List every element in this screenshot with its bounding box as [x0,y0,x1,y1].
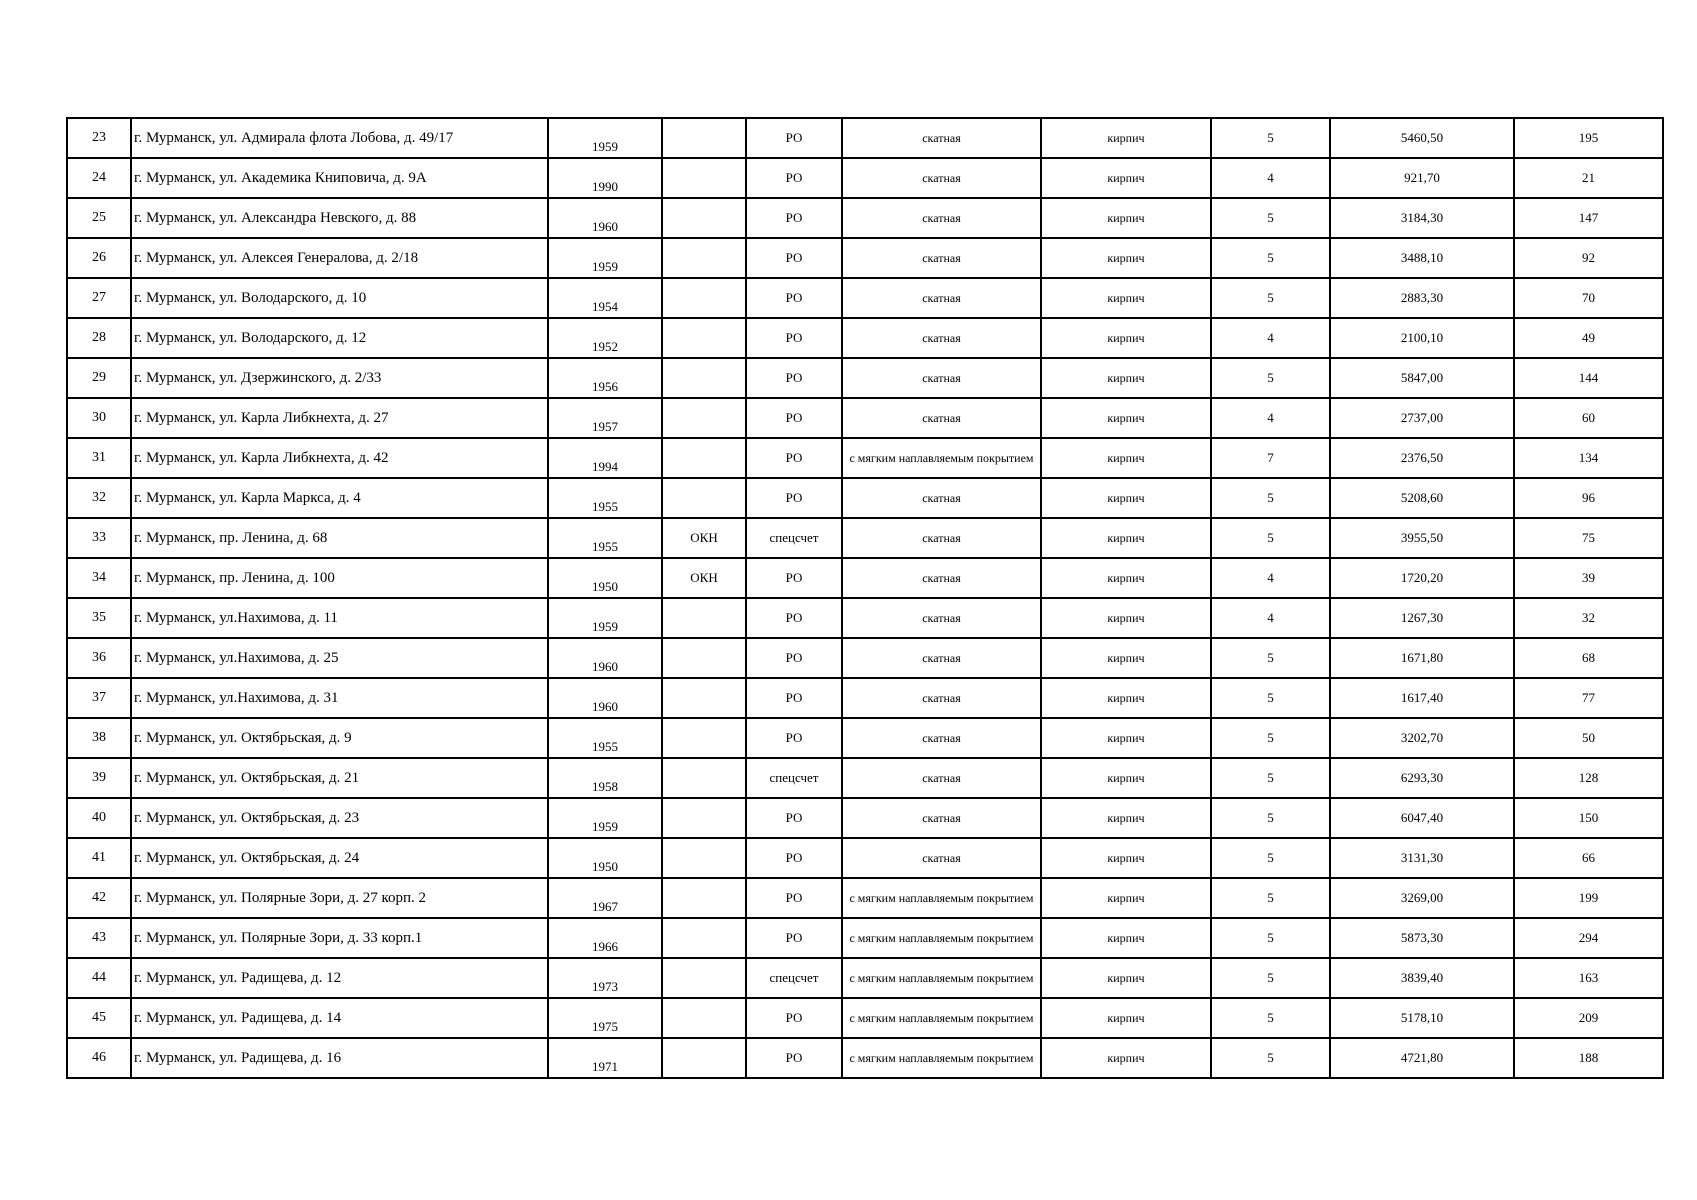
heritage-status-cell [662,278,746,318]
heritage-status-cell [662,598,746,638]
area-cell: 5178,10 [1330,998,1514,1038]
wall-material-cell: кирпич [1041,718,1211,758]
fund-method-cell: РО [746,798,842,838]
table-row [67,278,1663,318]
heritage-status-cell [662,638,746,678]
address-cell: г. Мурманск, ул. Адмирала флота Лобова, д. 49/17 [131,118,548,158]
residents-cell: 66 [1514,838,1663,878]
area-cell: 3202,70 [1330,718,1514,758]
wall-material-cell: кирпич [1041,318,1211,358]
residents-cell: 70 [1514,278,1663,318]
year-built-cell: 1975 [548,998,662,1038]
floors-cell: 5 [1211,878,1330,918]
address-cell: г. Мурманск, ул. Карла Либкнехта, д. 27 [131,398,548,438]
table-row [67,598,1663,638]
fund-method-cell: РО [746,718,842,758]
address-cell: г. Мурманск, ул. Радищева, д. 16 [131,1038,548,1078]
table-row [67,158,1663,198]
heritage-status-cell [662,718,746,758]
address-cell: г. Мурманск, ул. Дзержинского, д. 2/33 [131,358,548,398]
table-row [67,438,1663,478]
row-number-cell: 24 [67,158,131,198]
row-number-cell: 45 [67,998,131,1038]
roof-type-cell: с мягким наплавляемым покрытием [842,878,1041,918]
roof-type-cell: с мягким наплавляемым покрытием [842,958,1041,998]
fund-method-cell: РО [746,838,842,878]
area-cell: 2376,50 [1330,438,1514,478]
heritage-status-cell [662,958,746,998]
year-built-cell: 1950 [548,558,662,598]
table-row [67,558,1663,598]
year-built-cell: 1971 [548,1038,662,1078]
floors-cell: 5 [1211,1038,1330,1078]
residents-cell: 96 [1514,478,1663,518]
fund-method-cell: РО [746,478,842,518]
row-number-cell: 28 [67,318,131,358]
row-number-cell: 38 [67,718,131,758]
table-row [67,918,1663,958]
floors-cell: 5 [1211,118,1330,158]
address-cell: г. Мурманск, ул. Октябрьская, д. 21 [131,758,548,798]
address-cell: г. Мурманск, ул.Нахимова, д. 25 [131,638,548,678]
heritage-status-cell [662,158,746,198]
wall-material-cell: кирпич [1041,478,1211,518]
table-row [67,518,1663,558]
table-row [67,958,1663,998]
heritage-status-cell: ОКН [662,518,746,558]
address-cell: г. Мурманск, ул. Октябрьская, д. 23 [131,798,548,838]
residents-cell: 21 [1514,158,1663,198]
heritage-status-cell [662,398,746,438]
row-number-cell: 39 [67,758,131,798]
floors-cell: 5 [1211,998,1330,1038]
table-row [67,478,1663,518]
heritage-status-cell [662,318,746,358]
wall-material-cell: кирпич [1041,918,1211,958]
table-row [67,238,1663,278]
residents-cell: 77 [1514,678,1663,718]
fund-method-cell: РО [746,278,842,318]
table-row [67,798,1663,838]
residents-cell: 147 [1514,198,1663,238]
roof-type-cell: скатная [842,718,1041,758]
roof-type-cell: скатная [842,318,1041,358]
area-cell: 6047,40 [1330,798,1514,838]
table-row [67,878,1663,918]
heritage-status-cell [662,118,746,158]
roof-type-cell: скатная [842,638,1041,678]
fund-method-cell: РО [746,198,842,238]
fund-method-cell: РО [746,1038,842,1078]
address-cell: г. Мурманск, ул. Радищева, д. 14 [131,998,548,1038]
fund-method-cell: РО [746,598,842,638]
table-row [67,838,1663,878]
heritage-status-cell [662,1038,746,1078]
heritage-status-cell [662,358,746,398]
row-number-cell: 29 [67,358,131,398]
roof-type-cell: с мягким наплавляемым покрытием [842,998,1041,1038]
roof-type-cell: скатная [842,398,1041,438]
area-cell: 3488,10 [1330,238,1514,278]
address-cell: г. Мурманск, пр. Ленина, д. 68 [131,518,548,558]
wall-material-cell: кирпич [1041,678,1211,718]
address-cell: г. Мурманск, ул.Нахимова, д. 31 [131,678,548,718]
wall-material-cell: кирпич [1041,798,1211,838]
area-cell: 1267,30 [1330,598,1514,638]
row-number-cell: 43 [67,918,131,958]
area-cell: 3184,30 [1330,198,1514,238]
area-cell: 2100,10 [1330,318,1514,358]
floors-cell: 5 [1211,758,1330,798]
area-cell: 3269,00 [1330,878,1514,918]
wall-material-cell: кирпич [1041,158,1211,198]
floors-cell: 5 [1211,278,1330,318]
wall-material-cell: кирпич [1041,518,1211,558]
wall-material-cell: кирпич [1041,998,1211,1038]
heritage-status-cell [662,678,746,718]
floors-cell: 5 [1211,478,1330,518]
residents-cell: 60 [1514,398,1663,438]
heritage-status-cell [662,838,746,878]
residents-cell: 68 [1514,638,1663,678]
year-built-cell: 1952 [548,318,662,358]
area-cell: 4721,80 [1330,1038,1514,1078]
floors-cell: 4 [1211,558,1330,598]
wall-material-cell: кирпич [1041,878,1211,918]
fund-method-cell: РО [746,118,842,158]
address-cell: г. Мурманск, ул. Академика Книповича, д. 9А [131,158,548,198]
table-row [67,1038,1663,1078]
area-cell: 1671,80 [1330,638,1514,678]
address-cell: г. Мурманск, ул. Алексея Генералова, д. 2/18 [131,238,548,278]
roof-type-cell: скатная [842,518,1041,558]
year-built-cell: 1954 [548,278,662,318]
year-built-cell: 1957 [548,398,662,438]
year-built-cell: 1959 [548,118,662,158]
heritage-status-cell [662,238,746,278]
floors-cell: 5 [1211,238,1330,278]
roof-type-cell: скатная [842,478,1041,518]
year-built-cell: 1959 [548,598,662,638]
year-built-cell: 1990 [548,158,662,198]
wall-material-cell: кирпич [1041,198,1211,238]
wall-material-cell: кирпич [1041,838,1211,878]
area-cell: 1617,40 [1330,678,1514,718]
area-cell: 921,70 [1330,158,1514,198]
roof-type-cell: с мягким наплавляемым покрытием [842,1038,1041,1078]
roof-type-cell: скатная [842,238,1041,278]
area-cell: 5873,30 [1330,918,1514,958]
residents-cell: 49 [1514,318,1663,358]
row-number-cell: 26 [67,238,131,278]
roof-type-cell: с мягким наплавляемым покрытием [842,438,1041,478]
fund-method-cell: спецсчет [746,518,842,558]
area-cell: 1720,20 [1330,558,1514,598]
roof-type-cell: скатная [842,198,1041,238]
roof-type-cell: с мягким наплавляемым покрытием [842,918,1041,958]
row-number-cell: 42 [67,878,131,918]
roof-type-cell: скатная [842,558,1041,598]
year-built-cell: 1955 [548,478,662,518]
heritage-status-cell [662,918,746,958]
address-cell: г. Мурманск, ул. Полярные Зори, д. 33 корп.1 [131,918,548,958]
residents-cell: 128 [1514,758,1663,798]
fund-method-cell: РО [746,918,842,958]
address-cell: г. Мурманск, ул. Октябрьская, д. 9 [131,718,548,758]
wall-material-cell: кирпич [1041,358,1211,398]
table-row [67,638,1663,678]
area-cell: 3839,40 [1330,958,1514,998]
row-number-cell: 46 [67,1038,131,1078]
year-built-cell: 1960 [548,198,662,238]
fund-method-cell: РО [746,318,842,358]
fund-method-cell: РО [746,358,842,398]
floors-cell: 5 [1211,718,1330,758]
area-cell: 5208,60 [1330,478,1514,518]
row-number-cell: 32 [67,478,131,518]
year-built-cell: 1966 [548,918,662,958]
floors-cell: 5 [1211,678,1330,718]
year-built-cell: 1973 [548,958,662,998]
wall-material-cell: кирпич [1041,118,1211,158]
houses-table [66,117,1664,1079]
fund-method-cell: РО [746,638,842,678]
fund-method-cell: РО [746,438,842,478]
table-row [67,998,1663,1038]
fund-method-cell: РО [746,678,842,718]
year-built-cell: 1960 [548,638,662,678]
fund-method-cell: РО [746,558,842,598]
year-built-cell: 1994 [548,438,662,478]
row-number-cell: 33 [67,518,131,558]
heritage-status-cell [662,878,746,918]
wall-material-cell: кирпич [1041,958,1211,998]
floors-cell: 5 [1211,198,1330,238]
floors-cell: 5 [1211,638,1330,678]
year-built-cell: 1959 [548,798,662,838]
year-built-cell: 1956 [548,358,662,398]
floors-cell: 5 [1211,918,1330,958]
wall-material-cell: кирпич [1041,598,1211,638]
residents-cell: 195 [1514,118,1663,158]
residents-cell: 163 [1514,958,1663,998]
row-number-cell: 23 [67,118,131,158]
wall-material-cell: кирпич [1041,438,1211,478]
year-built-cell: 1959 [548,238,662,278]
row-number-cell: 25 [67,198,131,238]
document-page [66,117,1662,1079]
area-cell: 6293,30 [1330,758,1514,798]
row-number-cell: 35 [67,598,131,638]
wall-material-cell: кирпич [1041,638,1211,678]
area-cell: 2883,30 [1330,278,1514,318]
floors-cell: 4 [1211,158,1330,198]
address-cell: г. Мурманск, ул. Александра Невского, д. 88 [131,198,548,238]
heritage-status-cell [662,758,746,798]
roof-type-cell: скатная [842,158,1041,198]
heritage-status-cell [662,198,746,238]
table-row [67,358,1663,398]
year-built-cell: 1960 [548,678,662,718]
fund-method-cell: РО [746,998,842,1038]
heritage-status-cell: ОКН [662,558,746,598]
residents-cell: 209 [1514,998,1663,1038]
floors-cell: 5 [1211,798,1330,838]
floors-cell: 5 [1211,838,1330,878]
address-cell: г. Мурманск, ул. Полярные Зори, д. 27 корп. 2 [131,878,548,918]
fund-method-cell: РО [746,878,842,918]
row-number-cell: 36 [67,638,131,678]
year-built-cell: 1955 [548,518,662,558]
fund-method-cell: РО [746,238,842,278]
residents-cell: 134 [1514,438,1663,478]
table-row [67,398,1663,438]
row-number-cell: 37 [67,678,131,718]
roof-type-cell: скатная [842,278,1041,318]
address-cell: г. Мурманск, ул. Радищева, д. 12 [131,958,548,998]
year-built-cell: 1967 [548,878,662,918]
fund-method-cell: спецсчет [746,758,842,798]
row-number-cell: 27 [67,278,131,318]
wall-material-cell: кирпич [1041,398,1211,438]
residents-cell: 92 [1514,238,1663,278]
row-number-cell: 30 [67,398,131,438]
heritage-status-cell [662,998,746,1038]
floors-cell: 5 [1211,958,1330,998]
wall-material-cell: кирпич [1041,1038,1211,1078]
roof-type-cell: скатная [842,358,1041,398]
residents-cell: 188 [1514,1038,1663,1078]
wall-material-cell: кирпич [1041,758,1211,798]
residents-cell: 32 [1514,598,1663,638]
year-built-cell: 1958 [548,758,662,798]
table-row [67,198,1663,238]
roof-type-cell: скатная [842,838,1041,878]
address-cell: г. Мурманск, ул. Карла Либкнехта, д. 42 [131,438,548,478]
table-row [67,718,1663,758]
heritage-status-cell [662,438,746,478]
row-number-cell: 31 [67,438,131,478]
wall-material-cell: кирпич [1041,558,1211,598]
row-number-cell: 41 [67,838,131,878]
table-row [67,678,1663,718]
wall-material-cell: кирпич [1041,238,1211,278]
residents-cell: 144 [1514,358,1663,398]
year-built-cell: 1950 [548,838,662,878]
floors-cell: 4 [1211,598,1330,638]
table-row [67,318,1663,358]
table-row [67,118,1663,158]
roof-type-cell: скатная [842,678,1041,718]
fund-method-cell: РО [746,398,842,438]
address-cell: г. Мурманск, ул. Октябрьская, д. 24 [131,838,548,878]
floors-cell: 7 [1211,438,1330,478]
area-cell: 3955,50 [1330,518,1514,558]
fund-method-cell: РО [746,158,842,198]
area-cell: 2737,00 [1330,398,1514,438]
heritage-status-cell [662,478,746,518]
area-cell: 5460,50 [1330,118,1514,158]
residents-cell: 150 [1514,798,1663,838]
residents-cell: 294 [1514,918,1663,958]
table-body [67,118,1663,1078]
fund-method-cell: спецсчет [746,958,842,998]
residents-cell: 75 [1514,518,1663,558]
residents-cell: 39 [1514,558,1663,598]
floors-cell: 5 [1211,358,1330,398]
heritage-status-cell [662,798,746,838]
table-row [67,758,1663,798]
roof-type-cell: скатная [842,118,1041,158]
wall-material-cell: кирпич [1041,278,1211,318]
address-cell: г. Мурманск, ул. Володарского, д. 12 [131,318,548,358]
residents-cell: 199 [1514,878,1663,918]
address-cell: г. Мурманск, ул. Володарского, д. 10 [131,278,548,318]
floors-cell: 4 [1211,318,1330,358]
address-cell: г. Мурманск, ул. Карла Маркса, д. 4 [131,478,548,518]
address-cell: г. Мурманск, пр. Ленина, д. 100 [131,558,548,598]
roof-type-cell: скатная [842,598,1041,638]
floors-cell: 4 [1211,398,1330,438]
roof-type-cell: скатная [842,798,1041,838]
row-number-cell: 40 [67,798,131,838]
area-cell: 3131,30 [1330,838,1514,878]
residents-cell: 50 [1514,718,1663,758]
row-number-cell: 44 [67,958,131,998]
roof-type-cell: скатная [842,758,1041,798]
area-cell: 5847,00 [1330,358,1514,398]
address-cell: г. Мурманск, ул.Нахимова, д. 11 [131,598,548,638]
floors-cell: 5 [1211,518,1330,558]
row-number-cell: 34 [67,558,131,598]
year-built-cell: 1955 [548,718,662,758]
